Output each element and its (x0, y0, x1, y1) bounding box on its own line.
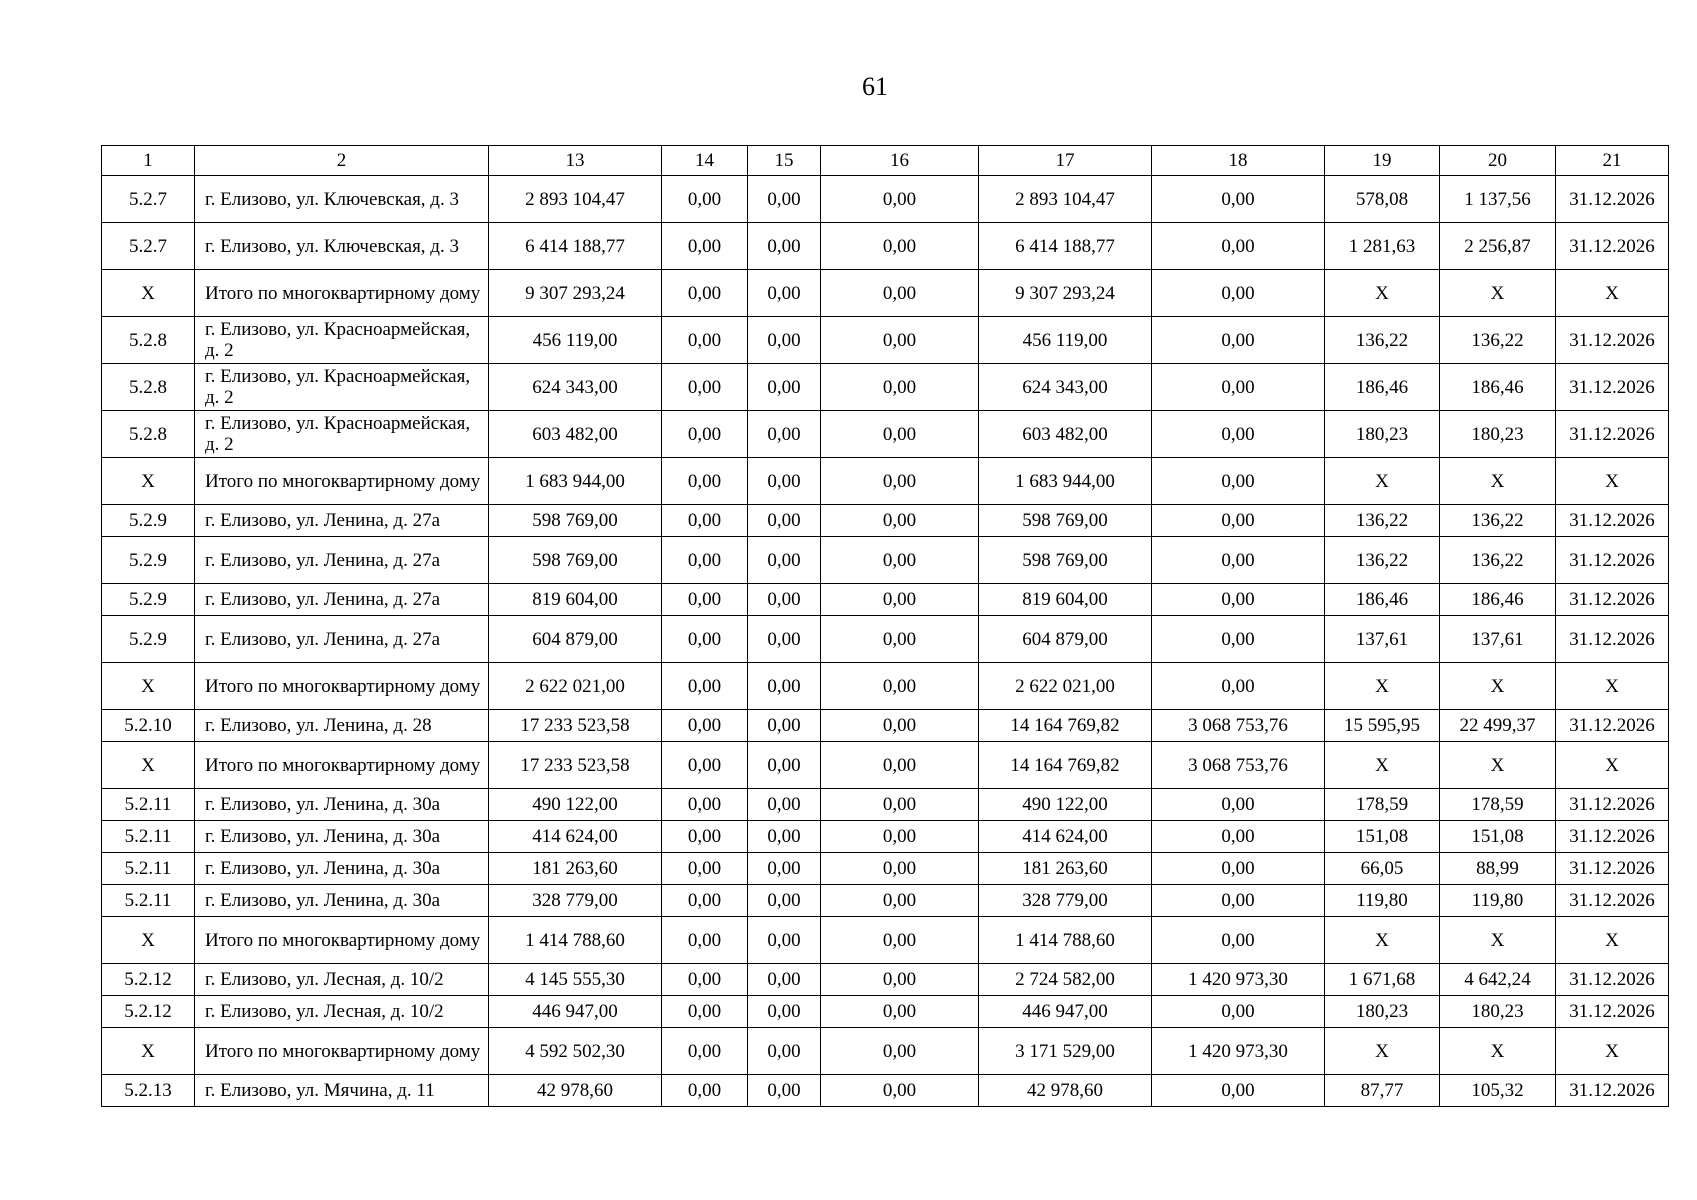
address-cell: г. Елизово, ул. Мячина, д. 11 (195, 1075, 489, 1107)
table-row (102, 789, 1669, 821)
header-cell: 17 (979, 146, 1152, 176)
value-cell: X (1325, 663, 1440, 710)
value-cell: 136,22 (1440, 317, 1556, 364)
value-cell: 9 307 293,24 (489, 270, 662, 317)
header-cell: 20 (1440, 146, 1556, 176)
value-cell: 31.12.2026 (1556, 964, 1669, 996)
value-cell: 0,00 (1152, 411, 1325, 458)
value-cell: 0,00 (821, 821, 979, 853)
value-cell: 87,77 (1325, 1075, 1440, 1107)
value-cell: 0,00 (748, 1028, 821, 1075)
address-cell: г. Елизово, ул. Красноармейская, д. 2 (195, 411, 489, 458)
value-cell: 31.12.2026 (1556, 996, 1669, 1028)
address-cell: г. Елизово, ул. Ленина, д. 30а (195, 853, 489, 885)
value-cell: 0,00 (662, 789, 748, 821)
value-cell: 0,00 (662, 742, 748, 789)
table-row (102, 537, 1669, 584)
value-cell: 151,08 (1440, 821, 1556, 853)
value-cell: 31.12.2026 (1556, 1075, 1669, 1107)
value-cell: 0,00 (748, 789, 821, 821)
value-cell: 31.12.2026 (1556, 584, 1669, 616)
value-cell: X (1440, 663, 1556, 710)
value-cell: 66,05 (1325, 853, 1440, 885)
value-cell: 0,00 (1152, 176, 1325, 223)
value-cell: 0,00 (748, 885, 821, 917)
value-cell: 328 779,00 (979, 885, 1152, 917)
value-cell: 598 769,00 (979, 537, 1152, 584)
item-number-cell: 5.2.10 (102, 710, 195, 742)
item-number-cell: X (102, 1028, 195, 1075)
value-cell: 6 414 188,77 (489, 223, 662, 270)
value-cell: 0,00 (662, 411, 748, 458)
value-cell: 598 769,00 (979, 505, 1152, 537)
value-cell: 31.12.2026 (1556, 223, 1669, 270)
value-cell: 0,00 (748, 537, 821, 584)
value-cell: 0,00 (662, 710, 748, 742)
value-cell: 42 978,60 (489, 1075, 662, 1107)
item-number-cell: 5.2.11 (102, 853, 195, 885)
value-cell: 0,00 (748, 710, 821, 742)
header-cell: 2 (195, 146, 489, 176)
value-cell: 0,00 (821, 853, 979, 885)
value-cell: 578,08 (1325, 176, 1440, 223)
address-cell: Итого по многоквартирному дому (195, 1028, 489, 1075)
value-cell: 0,00 (662, 458, 748, 505)
value-cell: 0,00 (821, 616, 979, 663)
value-cell: 178,59 (1325, 789, 1440, 821)
table-row (102, 616, 1669, 663)
value-cell: 0,00 (821, 317, 979, 364)
address-cell: Итого по многоквартирному дому (195, 663, 489, 710)
value-cell: 119,80 (1325, 885, 1440, 917)
value-cell: 328 779,00 (489, 885, 662, 917)
value-cell: X (1440, 270, 1556, 317)
value-cell: 0,00 (1152, 505, 1325, 537)
value-cell: 414 624,00 (979, 821, 1152, 853)
value-cell: 6 414 188,77 (979, 223, 1152, 270)
item-number-cell: 5.2.9 (102, 616, 195, 663)
value-cell: 31.12.2026 (1556, 789, 1669, 821)
value-cell: X (1440, 742, 1556, 789)
value-cell: 136,22 (1325, 505, 1440, 537)
value-cell: 186,46 (1325, 364, 1440, 411)
value-cell: 31.12.2026 (1556, 885, 1669, 917)
value-cell: 1 671,68 (1325, 964, 1440, 996)
value-cell: 0,00 (662, 996, 748, 1028)
value-cell: 181 263,60 (489, 853, 662, 885)
item-number-cell: X (102, 458, 195, 505)
address-cell: г. Елизово, ул. Ленина, д. 30а (195, 821, 489, 853)
value-cell: 0,00 (662, 537, 748, 584)
value-cell: 0,00 (821, 1028, 979, 1075)
value-cell: 4 642,24 (1440, 964, 1556, 996)
address-cell: г. Елизово, ул. Ленина, д. 27а (195, 584, 489, 616)
value-cell: 0,00 (662, 663, 748, 710)
address-cell: г. Елизово, ул. Ленина, д. 27а (195, 505, 489, 537)
data-table (101, 145, 1669, 1107)
value-cell: 1 420 973,30 (1152, 964, 1325, 996)
value-cell: 1 414 788,60 (489, 917, 662, 964)
value-cell: 0,00 (662, 964, 748, 996)
value-cell: 0,00 (1152, 853, 1325, 885)
value-cell: 31.12.2026 (1556, 176, 1669, 223)
value-cell: 819 604,00 (979, 584, 1152, 616)
table-row (102, 742, 1669, 789)
value-cell: X (1325, 1028, 1440, 1075)
value-cell: 0,00 (662, 917, 748, 964)
value-cell: 181 263,60 (979, 853, 1152, 885)
value-cell: 0,00 (821, 885, 979, 917)
table-body (102, 146, 1669, 1107)
item-number-cell: 5.2.9 (102, 537, 195, 584)
item-number-cell: 5.2.7 (102, 176, 195, 223)
header-cell: 1 (102, 146, 195, 176)
value-cell: 0,00 (821, 964, 979, 996)
value-cell: 0,00 (821, 663, 979, 710)
item-number-cell: 5.2.7 (102, 223, 195, 270)
value-cell: 490 122,00 (489, 789, 662, 821)
item-number-cell: X (102, 742, 195, 789)
value-cell: 2 622 021,00 (489, 663, 662, 710)
value-cell: 1 683 944,00 (489, 458, 662, 505)
value-cell: 0,00 (821, 742, 979, 789)
value-cell: 1 281,63 (1325, 223, 1440, 270)
value-cell: 31.12.2026 (1556, 505, 1669, 537)
value-cell: 1 420 973,30 (1152, 1028, 1325, 1075)
value-cell: 0,00 (748, 270, 821, 317)
value-cell: 0,00 (821, 710, 979, 742)
value-cell: 31.12.2026 (1556, 710, 1669, 742)
value-cell: 598 769,00 (489, 537, 662, 584)
value-cell: 0,00 (1152, 885, 1325, 917)
table-row (102, 663, 1669, 710)
item-number-cell: 5.2.12 (102, 964, 195, 996)
value-cell: 1 683 944,00 (979, 458, 1152, 505)
value-cell: X (1325, 458, 1440, 505)
header-cell: 16 (821, 146, 979, 176)
address-cell: Итого по многоквартирному дому (195, 917, 489, 964)
value-cell: 31.12.2026 (1556, 853, 1669, 885)
value-cell: 0,00 (748, 663, 821, 710)
table-row (102, 411, 1669, 458)
value-cell: X (1556, 742, 1669, 789)
value-cell: 119,80 (1440, 885, 1556, 917)
value-cell: 603 482,00 (979, 411, 1152, 458)
value-cell: X (1556, 270, 1669, 317)
item-number-cell: X (102, 663, 195, 710)
value-cell: 414 624,00 (489, 821, 662, 853)
value-cell: 0,00 (821, 584, 979, 616)
value-cell: 136,22 (1325, 537, 1440, 584)
table-row (102, 584, 1669, 616)
value-cell: 0,00 (821, 176, 979, 223)
table-header-row (102, 146, 1669, 176)
value-cell: 0,00 (748, 742, 821, 789)
item-number-cell: 5.2.9 (102, 505, 195, 537)
value-cell: 446 947,00 (979, 996, 1152, 1028)
value-cell: 22 499,37 (1440, 710, 1556, 742)
value-cell: X (1325, 742, 1440, 789)
value-cell: 0,00 (821, 917, 979, 964)
value-cell: 0,00 (748, 821, 821, 853)
item-number-cell: 5.2.8 (102, 364, 195, 411)
value-cell: 819 604,00 (489, 584, 662, 616)
value-cell: 0,00 (662, 505, 748, 537)
table-row (102, 270, 1669, 317)
value-cell: 490 122,00 (979, 789, 1152, 821)
value-cell: 0,00 (1152, 458, 1325, 505)
value-cell: 186,46 (1440, 584, 1556, 616)
value-cell: 0,00 (662, 1028, 748, 1075)
value-cell: 105,32 (1440, 1075, 1556, 1107)
table-row (102, 885, 1669, 917)
table-row (102, 710, 1669, 742)
value-cell: 186,46 (1440, 364, 1556, 411)
table-row (102, 917, 1669, 964)
table-row (102, 176, 1669, 223)
value-cell: 0,00 (748, 505, 821, 537)
value-cell: 0,00 (748, 964, 821, 996)
value-cell: 598 769,00 (489, 505, 662, 537)
value-cell: 0,00 (821, 223, 979, 270)
table-row (102, 1075, 1669, 1107)
value-cell: 31.12.2026 (1556, 537, 1669, 584)
table-row (102, 223, 1669, 270)
value-cell: 0,00 (1152, 584, 1325, 616)
value-cell: 136,22 (1440, 505, 1556, 537)
item-number-cell: X (102, 917, 195, 964)
value-cell: 17 233 523,58 (489, 742, 662, 789)
value-cell: 180,23 (1325, 996, 1440, 1028)
address-cell: г. Елизово, ул. Лесная, д. 10/2 (195, 964, 489, 996)
value-cell: 0,00 (821, 537, 979, 584)
address-cell: г. Елизово, ул. Ленина, д. 30а (195, 885, 489, 917)
item-number-cell: X (102, 270, 195, 317)
address-cell: г. Елизово, ул. Ленина, д. 27а (195, 616, 489, 663)
value-cell: 0,00 (821, 458, 979, 505)
value-cell: 0,00 (662, 317, 748, 364)
value-cell: 31.12.2026 (1556, 411, 1669, 458)
value-cell: 0,00 (1152, 789, 1325, 821)
value-cell: 0,00 (748, 411, 821, 458)
address-cell: г. Елизово, ул. Красноармейская, д. 2 (195, 317, 489, 364)
value-cell: X (1556, 917, 1669, 964)
value-cell: 0,00 (748, 996, 821, 1028)
address-cell: г. Елизово, ул. Ленина, д. 28 (195, 710, 489, 742)
table-row (102, 1028, 1669, 1075)
value-cell: 456 119,00 (489, 317, 662, 364)
value-cell: 603 482,00 (489, 411, 662, 458)
value-cell: 456 119,00 (979, 317, 1152, 364)
item-number-cell: 5.2.9 (102, 584, 195, 616)
value-cell: 137,61 (1325, 616, 1440, 663)
value-cell: 42 978,60 (979, 1075, 1152, 1107)
value-cell: 0,00 (662, 223, 748, 270)
value-cell: 0,00 (748, 223, 821, 270)
address-cell: г. Елизово, ул. Ключевская, д. 3 (195, 223, 489, 270)
value-cell: 0,00 (748, 458, 821, 505)
table-row (102, 364, 1669, 411)
value-cell: 31.12.2026 (1556, 317, 1669, 364)
value-cell: 9 307 293,24 (979, 270, 1152, 317)
item-number-cell: 5.2.13 (102, 1075, 195, 1107)
value-cell: 2 893 104,47 (489, 176, 662, 223)
value-cell: 0,00 (748, 176, 821, 223)
value-cell: 0,00 (662, 270, 748, 317)
header-cell: 14 (662, 146, 748, 176)
address-cell: Итого по многоквартирному дому (195, 270, 489, 317)
value-cell: 180,23 (1440, 411, 1556, 458)
value-cell: 2 724 582,00 (979, 964, 1152, 996)
address-cell: г. Елизово, ул. Красноармейская, д. 2 (195, 364, 489, 411)
value-cell: 31.12.2026 (1556, 616, 1669, 663)
value-cell: X (1556, 663, 1669, 710)
address-cell: Итого по многоквартирному дому (195, 742, 489, 789)
value-cell: 1 414 788,60 (979, 917, 1152, 964)
value-cell: 3 171 529,00 (979, 1028, 1152, 1075)
table-row (102, 317, 1669, 364)
value-cell: 186,46 (1325, 584, 1440, 616)
header-cell: 15 (748, 146, 821, 176)
value-cell: 3 068 753,76 (1152, 710, 1325, 742)
table-row (102, 964, 1669, 996)
value-cell: X (1440, 917, 1556, 964)
value-cell: X (1556, 1028, 1669, 1075)
value-cell: 0,00 (662, 364, 748, 411)
value-cell: 0,00 (662, 821, 748, 853)
address-cell: г. Елизово, ул. Ключевская, д. 3 (195, 176, 489, 223)
value-cell: 136,22 (1325, 317, 1440, 364)
value-cell: X (1440, 1028, 1556, 1075)
value-cell: 0,00 (821, 505, 979, 537)
table-row (102, 853, 1669, 885)
value-cell: 136,22 (1440, 537, 1556, 584)
value-cell: 14 164 769,82 (979, 710, 1152, 742)
header-cell: 21 (1556, 146, 1669, 176)
value-cell: 31.12.2026 (1556, 821, 1669, 853)
table-row (102, 458, 1669, 505)
value-cell: 0,00 (748, 917, 821, 964)
value-cell: 0,00 (748, 616, 821, 663)
item-number-cell: 5.2.11 (102, 821, 195, 853)
value-cell: 17 233 523,58 (489, 710, 662, 742)
value-cell: 15 595,95 (1325, 710, 1440, 742)
item-number-cell: 5.2.8 (102, 411, 195, 458)
value-cell: 604 879,00 (979, 616, 1152, 663)
value-cell: 0,00 (1152, 996, 1325, 1028)
address-cell: Итого по многоквартирному дому (195, 458, 489, 505)
item-number-cell: 5.2.12 (102, 996, 195, 1028)
value-cell: 0,00 (821, 270, 979, 317)
value-cell: 0,00 (748, 317, 821, 364)
value-cell: 0,00 (1152, 317, 1325, 364)
item-number-cell: 5.2.11 (102, 885, 195, 917)
value-cell: 178,59 (1440, 789, 1556, 821)
value-cell: 0,00 (1152, 223, 1325, 270)
value-cell: 0,00 (821, 789, 979, 821)
value-cell: 446 947,00 (489, 996, 662, 1028)
value-cell: 0,00 (1152, 917, 1325, 964)
value-cell: 4 145 555,30 (489, 964, 662, 996)
value-cell: 0,00 (662, 616, 748, 663)
value-cell: 0,00 (748, 1075, 821, 1107)
value-cell: 31.12.2026 (1556, 364, 1669, 411)
value-cell: 0,00 (821, 411, 979, 458)
value-cell: 0,00 (1152, 821, 1325, 853)
value-cell: 0,00 (662, 885, 748, 917)
page-number: 61 (862, 72, 888, 101)
value-cell: 2 893 104,47 (979, 176, 1152, 223)
value-cell: 151,08 (1325, 821, 1440, 853)
value-cell: 604 879,00 (489, 616, 662, 663)
value-cell: 0,00 (821, 996, 979, 1028)
value-cell: 624 343,00 (979, 364, 1152, 411)
value-cell: 0,00 (1152, 616, 1325, 663)
value-cell: 0,00 (1152, 663, 1325, 710)
value-cell: X (1556, 458, 1669, 505)
value-cell: X (1440, 458, 1556, 505)
item-number-cell: 5.2.8 (102, 317, 195, 364)
value-cell: 0,00 (662, 176, 748, 223)
address-cell: г. Елизово, ул. Ленина, д. 27а (195, 537, 489, 584)
item-number-cell: 5.2.11 (102, 789, 195, 821)
table-row (102, 996, 1669, 1028)
value-cell: 180,23 (1325, 411, 1440, 458)
value-cell: 0,00 (662, 1075, 748, 1107)
value-cell: 0,00 (821, 1075, 979, 1107)
value-cell: 0,00 (821, 364, 979, 411)
header-cell: 18 (1152, 146, 1325, 176)
value-cell: 2 256,87 (1440, 223, 1556, 270)
value-cell: 0,00 (1152, 537, 1325, 584)
value-cell: X (1325, 270, 1440, 317)
value-cell: 1 137,56 (1440, 176, 1556, 223)
address-cell: г. Елизово, ул. Лесная, д. 10/2 (195, 996, 489, 1028)
header-cell: 19 (1325, 146, 1440, 176)
value-cell: 0,00 (748, 364, 821, 411)
value-cell: 3 068 753,76 (1152, 742, 1325, 789)
value-cell: 180,23 (1440, 996, 1556, 1028)
header-cell: 13 (489, 146, 662, 176)
value-cell: 137,61 (1440, 616, 1556, 663)
table-row (102, 821, 1669, 853)
value-cell: 4 592 502,30 (489, 1028, 662, 1075)
value-cell: 0,00 (1152, 270, 1325, 317)
value-cell: 0,00 (748, 584, 821, 616)
table-row (102, 505, 1669, 537)
value-cell: 624 343,00 (489, 364, 662, 411)
address-cell: г. Елизово, ул. Ленина, д. 30а (195, 789, 489, 821)
value-cell: X (1325, 917, 1440, 964)
value-cell: 0,00 (1152, 364, 1325, 411)
value-cell: 0,00 (662, 853, 748, 885)
value-cell: 0,00 (662, 584, 748, 616)
value-cell: 2 622 021,00 (979, 663, 1152, 710)
value-cell: 0,00 (748, 853, 821, 885)
value-cell: 88,99 (1440, 853, 1556, 885)
value-cell: 0,00 (1152, 1075, 1325, 1107)
value-cell: 14 164 769,82 (979, 742, 1152, 789)
